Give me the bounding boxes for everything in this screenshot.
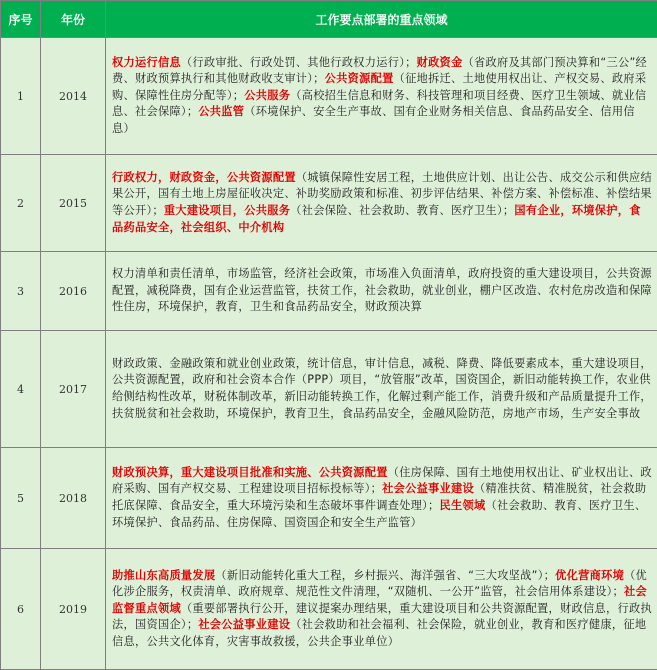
body-text: （省政府及其部门预决算和“三公”经费、财政预算执行和其他财政收支审计）； <box>112 56 647 86</box>
body-text: （社会救助和社会福利、社会保险，就业创业，教育和医疗健康，征地信息，公共文化体育，灾害事故救援，公共企事业单位） <box>112 618 646 648</box>
row-content <box>106 331 657 448</box>
header-row <box>1 1 657 38</box>
body-text: （重要部署执行公开，建议提案办理结果，重大建设项目和公共资源配置，财政信息，行政执法，国资国企）； <box>112 602 652 632</box>
row-year: 2016 <box>41 252 106 331</box>
highlight-text: 助推山东高质量发展 <box>112 569 215 582</box>
body-text: （社会救助、教育、医疗卫生、环境保护、食品药品、住房保障、国资国企和安全生产监管） <box>112 499 646 529</box>
highlight-text: 重大建设项目，公共服务 <box>164 204 290 217</box>
body-text: 权力清单和责任清单，市场监管，经济社会政策，市场准入负面清单，政府投资的重大建设项目，公共资源配置，减税降费，国有企业运营监管，扶贫工作，社会救助，就业创业，棚户区改造、农村危房改造和保障性住房，环境保护，教育，卫生和食品药品安全，财政预决算 <box>112 267 652 313</box>
row-index: 5 <box>1 448 41 549</box>
row-year: 2019 <box>41 549 106 670</box>
highlight-text: 优化营商环境 <box>555 569 624 582</box>
header-index: 序号 <box>1 1 41 38</box>
highlight-text: 民生领域 <box>440 499 486 512</box>
highlight-text: 行政权力，财政资金，公共资源配置 <box>112 171 296 184</box>
highlight-text: 权力运行信息 <box>112 56 181 69</box>
highlight-text: 公共资源配置 <box>325 72 394 85</box>
table-row <box>1 38 657 155</box>
highlight-text: 国有企业，环境保护，食品药品安全，社会组织、中介机构 <box>112 204 641 234</box>
row-year: 2015 <box>41 155 106 252</box>
body-text: （优化涉企服务，权责清单、政府规章、规范性文件清理，“双随机、一公开”监管，社会信用体系建设）； <box>112 569 647 599</box>
row-content <box>106 38 657 155</box>
header-content: 工作要点部署的重点领域 <box>106 1 657 38</box>
highlight-text: 公共服务 <box>244 89 290 102</box>
highlight-text: 财政预决算，重大建设项目批准和实施、公共资源配置 <box>112 466 388 479</box>
body-text: （社会保险、社会救助、教育、医疗卫生）； <box>290 204 514 217</box>
highlight-text: 社会监督重点领域 <box>112 585 647 615</box>
body-text: （征地拆迁、土地使用权出让、产权交易、政府采购、保障性住房分配等）； <box>112 72 646 102</box>
row-year: 2018 <box>41 448 106 549</box>
row-content <box>106 448 657 549</box>
row-year: 2017 <box>41 331 106 448</box>
table-row <box>1 331 657 448</box>
body-text: （精准扶贫、精准脱贫，社会救助托底保障、食品安全，重大环境污染和生态破坏事件调查处理）； <box>112 482 646 512</box>
row-index: 3 <box>1 252 41 331</box>
row-index: 6 <box>1 549 41 670</box>
body-text: （行政审批、行政处罚、其他行政权力运行）； <box>181 56 417 69</box>
row-index: 2 <box>1 155 41 252</box>
highlight-text: 社会公益事业建设 <box>382 482 474 495</box>
table-row <box>1 252 657 331</box>
row-content <box>106 155 657 252</box>
body-text: （高校招生信息和财务、科技管理和项目经费、医疗卫生领域、就业信息、社会保障）； <box>112 89 646 119</box>
row-year: 2014 <box>41 38 106 155</box>
highlight-text: 社会公益事业建设 <box>198 618 290 631</box>
header-year: 年份 <box>41 1 106 38</box>
highlight-text: 财政资金 <box>417 56 463 69</box>
body-text: （环境保护、安全生产事故、国有企业财务相关信息、食品药品安全、信用信息） <box>112 105 635 135</box>
body-text: （住房保障、国有土地使用权出让、矿业权出让、政府采购、国有产权交易、工程建设项目招标投标等）； <box>112 466 652 496</box>
row-index: 1 <box>1 38 41 155</box>
table-row <box>1 549 657 670</box>
table-row <box>1 155 657 252</box>
highlight-text: 公共监管 <box>198 105 244 118</box>
row-index: 4 <box>1 331 41 448</box>
body-text: （新旧动能转化重大工程，乡村振兴、海洋强省、“三大攻坚战”）； <box>215 569 555 582</box>
table-row <box>1 448 657 549</box>
body-text: 财政政策、金融政策和就业创业政策，统计信息，审计信息，减税、降费、降低要素成本，重大建设项目，公共资源配置，政府和社会资本合作（PPP）项目，“放管服”改革，国资国企，新旧动能转换工作，农业供给侧结构性改革，财税体制改革，新旧动能转换工作，化解过剩产能工作，消费升级和产品质量提升工作，扶贫脱贫和社会救助，环境保护，教育卫生，食品药品安全，金融风险防范，房地产市场，生产安全事故 <box>112 357 652 420</box>
body-text: （城镇保障性安居工程，土地供应计划、出让公告、成交公示和供应结果公开，国有土地上房屋征收决定、补助奖励政策和标准、初步评估结果、补偿方案、补偿标准、补偿结果等公开）； <box>112 171 652 217</box>
row-content <box>106 252 657 331</box>
row-content <box>106 549 657 670</box>
